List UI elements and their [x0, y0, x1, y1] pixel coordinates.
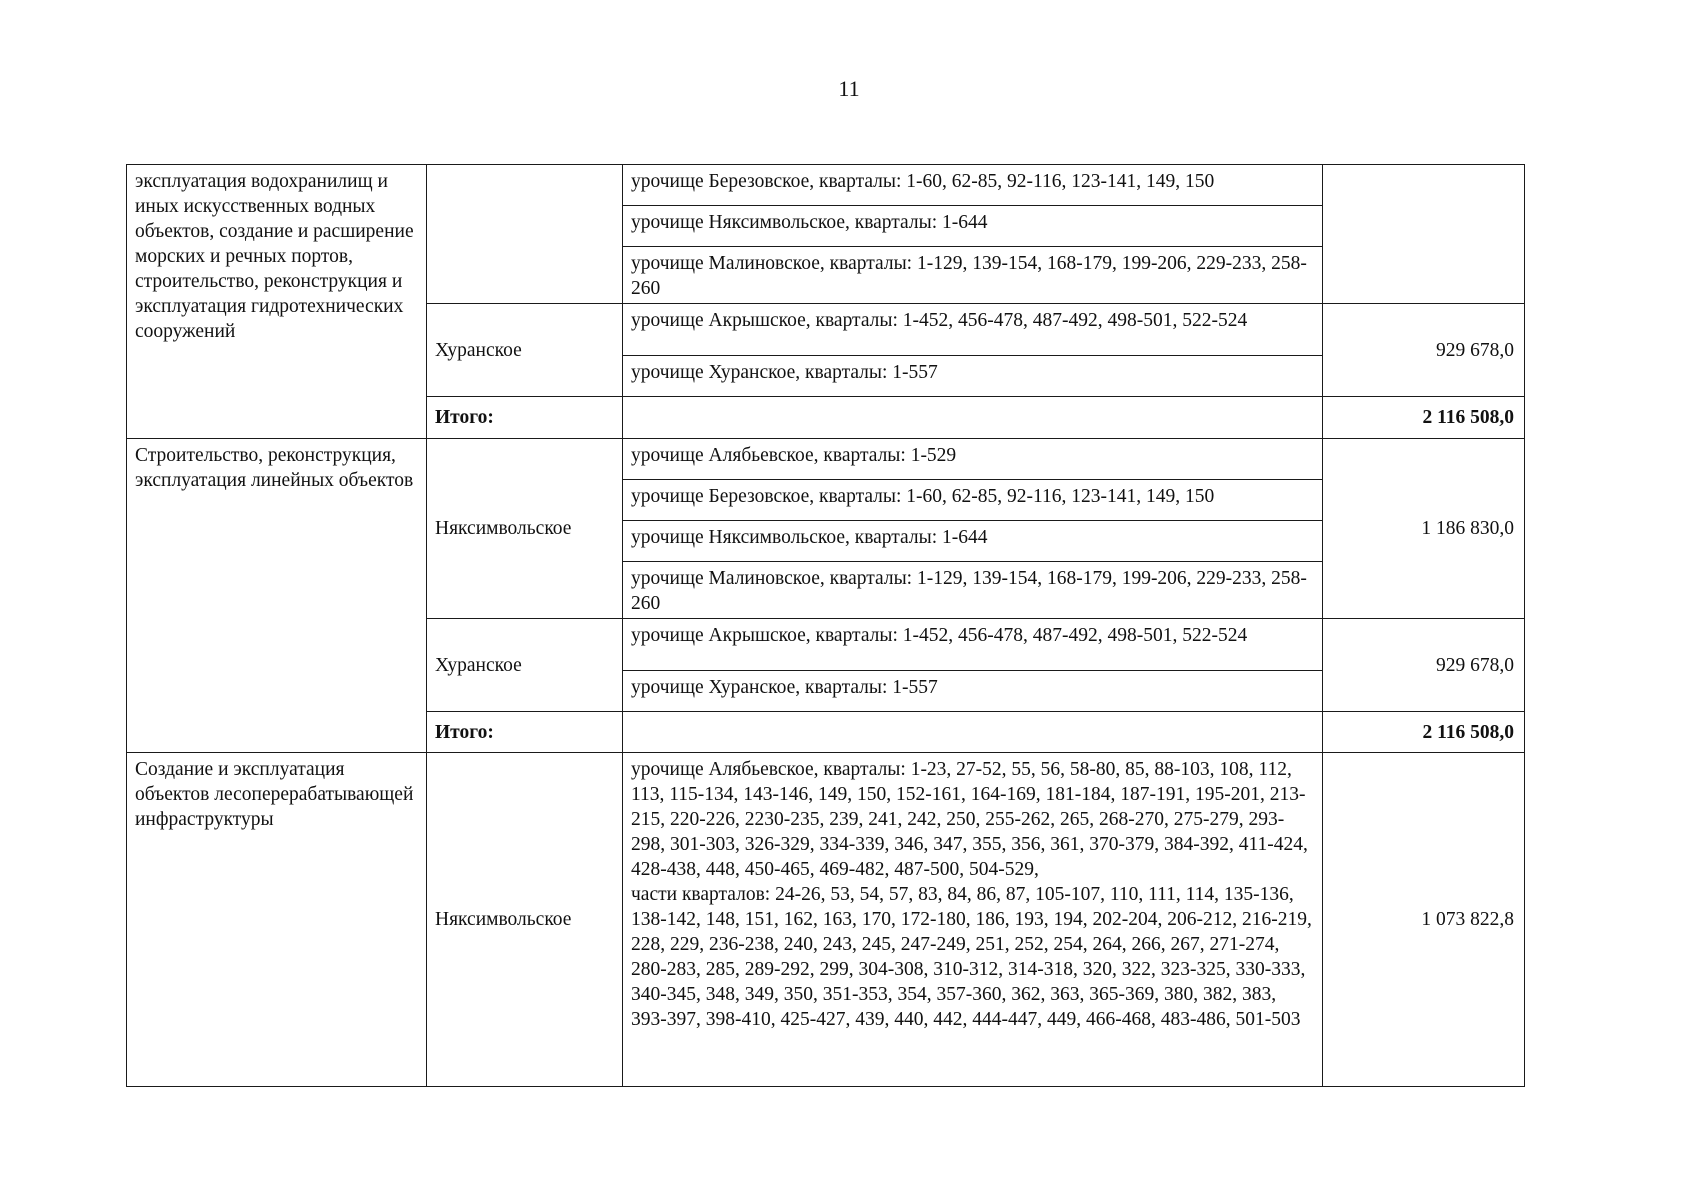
table-row — [127, 165, 1525, 206]
total-value: 2 116 508,0 — [1323, 397, 1525, 439]
forestry-cell: Хуранское — [427, 304, 623, 397]
area-cell: 1 073 822,8 — [1323, 753, 1525, 1087]
forestry-cell: Хуранское — [427, 619, 623, 712]
area-cell: 929 678,0 — [1323, 304, 1525, 397]
forestry-cell — [427, 165, 623, 304]
tract-cell — [623, 753, 1323, 1087]
table-row — [127, 439, 1525, 480]
tract-cell: урочище Хуранское, кварталы: 1-557 — [623, 671, 1323, 712]
area-cell: 929 678,0 — [1323, 619, 1525, 712]
total-value: 2 116 508,0 — [1323, 712, 1525, 753]
total-blank-cell — [623, 712, 1323, 753]
table-row — [127, 753, 1525, 1087]
tract-cell: урочище Няксимвольское, кварталы: 1-644 — [623, 206, 1323, 247]
tract-cell: урочище Березовское, кварталы: 1-60, 62-85, 92-116, 123-141, 149, 150 — [623, 480, 1323, 521]
tract-quarters-text: урочище Алябьевское, кварталы: 1-23, 27-52, 55, 56, 58-80, 85, 88-103, 108, 112, 113, 115-134, 143-146, 149, 150, 152-161, 164-169, 181-184, 187-191, 195-201, 213-215, 220-226, 2230-235, 239, 241, 242, 250, 255-262, 265, 268-270, 275-279, 293-298, 301-303, 326-329, 334-339, 346, 347, 355, 356, 361, 370-379, 384-392, 411-424, 428-438, 448, 450-465, 469-482, 487-500, 504-529, — [631, 759, 1308, 880]
tract-parts-text: части кварталов: 24-26, 53, 54, 57, 83, 84, 86, 87, 105-107, 110, 111, 114, 135-136, 138-142, 148, 151, 162, 163, 170, 172-180, 186, 193, 194, 202-204, 206-212, 216-219, 228, 229, 236-238, 240, 243, 245, 247-249, 251, 252, 254, 264, 266, 267, 271-274, 280-283, 285, 289-292, 299, 304-308, 310-312, 314-318, 320, 322, 323-325, 330-333, 340-345, 348, 349, 350, 351-353, 354, 357-360, 362, 363, 365-369, 380, 382, 383, 393-397, 398-410, 425-427, 439, 440, 442, 444-447, 449, 466-468, 483-486, 501-503 — [631, 884, 1312, 1030]
total-label: Итого: — [427, 712, 623, 753]
tract-cell: урочище Малиновское, кварталы: 1-129, 139-154, 168-179, 199-206, 229-233, 258-260 — [623, 562, 1323, 619]
tract-cell: урочище Березовское, кварталы: 1-60, 62-85, 92-116, 123-141, 149, 150 — [623, 165, 1323, 206]
tract-cell: урочище Акрышское, кварталы: 1-452, 456-478, 487-492, 498-501, 522-524 — [623, 304, 1323, 356]
total-label: Итого: — [427, 397, 623, 439]
page-number: 11 — [838, 76, 860, 101]
tract-cell: урочище Хуранское, кварталы: 1-557 — [623, 356, 1323, 397]
area-cell: 1 186 830,0 — [1323, 439, 1525, 619]
area-cell — [1323, 165, 1525, 304]
purpose-cell: Строительство, реконструкция, эксплуатация линейных объектов — [127, 439, 427, 753]
tract-cell: урочище Акрышское, кварталы: 1-452, 456-478, 487-492, 498-501, 522-524 — [623, 619, 1323, 671]
tract-cell: урочище Няксимвольское, кварталы: 1-644 — [623, 521, 1323, 562]
tract-cell: урочище Малиновское, кварталы: 1-129, 139-154, 168-179, 199-206, 229-233, 258-260 — [623, 247, 1323, 304]
tract-cell: урочище Алябьевское, кварталы: 1-529 — [623, 439, 1323, 480]
total-blank-cell — [623, 397, 1323, 439]
forestry-cell: Няксимвольское — [427, 439, 623, 619]
purpose-cell: эксплуатация водохранилищ и иных искусственных водных объектов, создание и расширение морских и речных портов, строительство, реконструкция и эксплуатация гидротехнических сооружений — [127, 165, 427, 439]
forest-use-table — [126, 164, 1525, 1087]
purpose-cell: Создание и эксплуатация объектов лесоперерабатывающей инфраструктуры — [127, 753, 427, 1087]
forestry-cell: Няксимвольское — [427, 753, 623, 1087]
